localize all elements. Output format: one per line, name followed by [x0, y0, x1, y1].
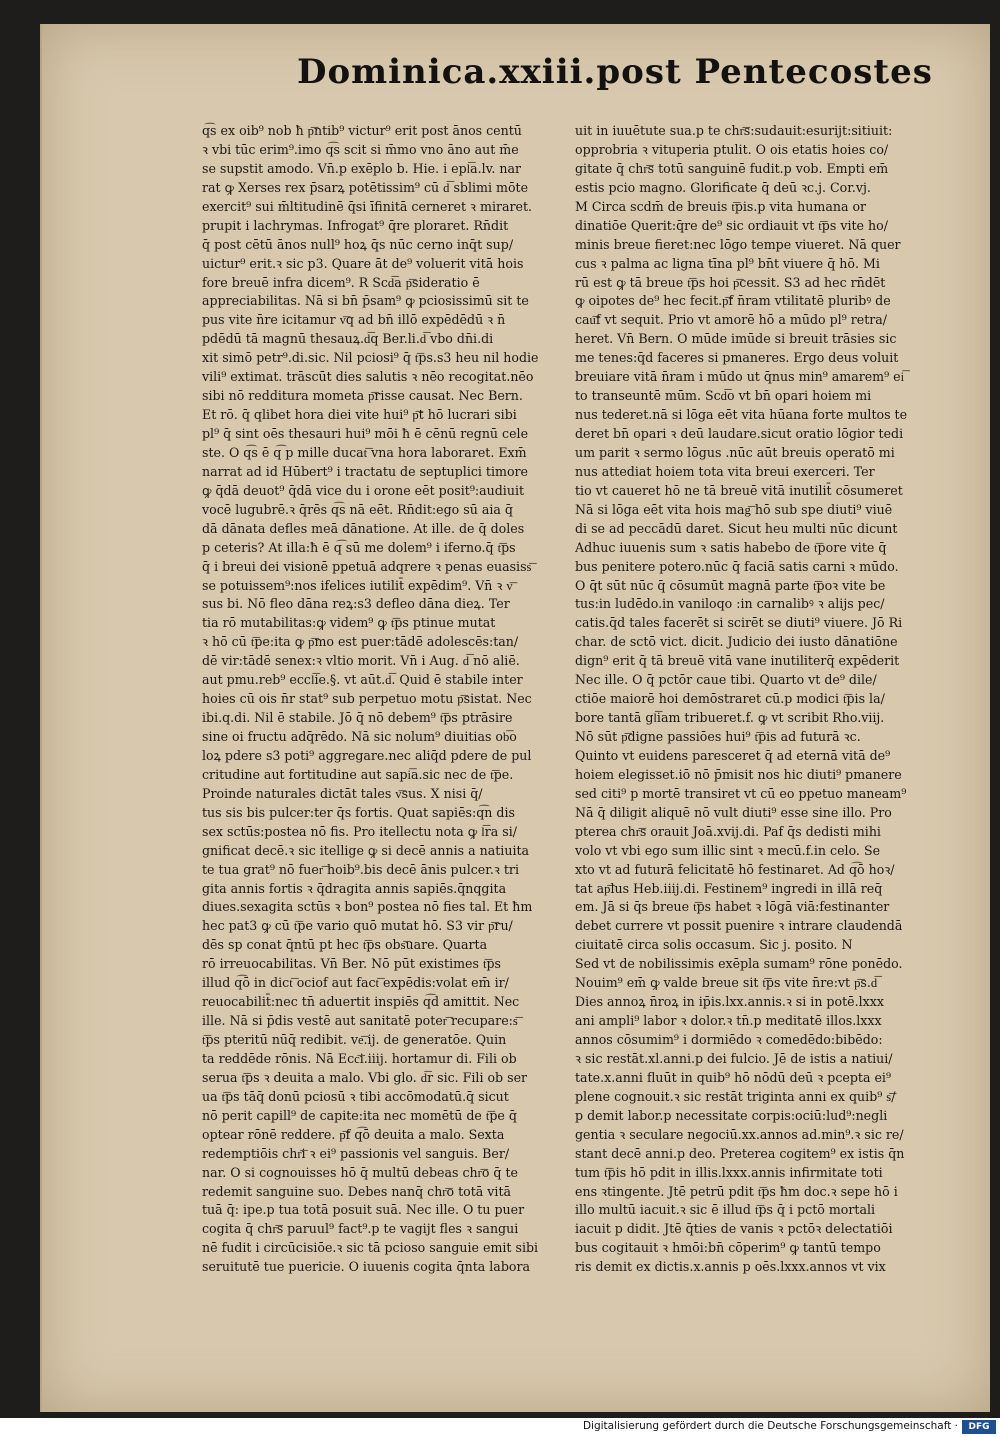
text-line: reuocabilit̄:nec tn̄ aduertit inspiēs q͡d amittit. Nec: [202, 994, 520, 1010]
text-line: ciuitatē circa solis occasum. Sic j. posito. N: [575, 937, 853, 953]
text-line: prupit i lachrymas. Infrogat⁹ q̄re ploraret. Rn̄dit: [202, 217, 509, 233]
text-line: illo multū iacuit.ꝛ sic ē illud t͞ps q̄ i pctō mortali: [575, 1202, 876, 1218]
text-line: tus:in ludēdo.in vaniloqo :in carnalibꝰ ꝛ alijs pec/: [575, 596, 885, 612]
text-line: vocē lugubrē.ꝛ q̄rēs q͡s nā eēt. Rn̄dit:ego sū aia q̄: [202, 501, 513, 517]
text-line: Nā si lōga eēt vita hois mag͞ hō sub spe diuti⁹ viuē: [575, 501, 893, 517]
text-line: hoies cū ois n̄r stat⁹ sub perpetuo motu p͞sistat. Nec: [202, 691, 532, 707]
text-line: iacuit p didit. Jtē q̄ties de vanis ꝛ pctōꝛ delectatiōi: [575, 1221, 893, 1237]
text-line: tuā q̄: ipe.p tua totā posuit suā. Nec ille. O tu puer: [202, 1202, 525, 1218]
text-line: gentia ꝛ seculare negociū.xx.annos ad.min⁹.ꝛ sic re/: [575, 1126, 904, 1142]
text-line: char. de sctō vict. dicit. Judicio dei iusto dānatiōne: [575, 634, 898, 650]
text-line: ꝛ vbi tūc erim⁹.imo q͡s scit si m̄mo vno āno aut m̄e: [202, 141, 519, 157]
text-line: plene cognouit.ꝛ sic restāt triginta anni ex quib⁹ s͞/: [575, 1088, 896, 1104]
text-line: gitate q̄ chr͞s totū sanguinē fudit.p vob. Empti em̄: [575, 160, 889, 176]
text-line: q̄ i breui dei visionē ppetuā adqrere ꝛ penas euasiss͞: [202, 558, 532, 574]
text-line: nē fudit i circūcisiōe.ꝛ sic tā pcioso sanguie emit sibi: [202, 1240, 539, 1256]
text-line: ta reddēde rōnis. Nā Ecc͞i.iiij. hortamur di. Fili ob: [202, 1050, 517, 1066]
text-line: dinatiōe Querit:q̄re de⁹ sic ordiauit vt t͞ps vite ho/: [575, 217, 888, 233]
text-line: t͞ps pteritū nūq̄ redibit. ve͞.ij. de generatōe. Quin: [202, 1032, 507, 1047]
text-line: pus vite n̄re icitamur v͞q ad bn̄ illō expēdēdū ꝛ n̄: [202, 312, 506, 328]
text-line: Nō sūt p͞digne passiōes hui⁹ t͞pis ad futurā ꝛc.: [575, 729, 861, 744]
text-line: optear rōnē reddere. p͞f q͡ō deuita a malo. Sexta: [202, 1126, 505, 1142]
text-line: ꝛ sic restāt.xl.anni.p dei fulcio. Jē de istis a natiui/: [575, 1050, 893, 1066]
text-line: debet currere vt possit puenire ꝛ intrare claudendā: [575, 918, 903, 934]
text-line: bus penitere potero.nūc q̄ faciā satis carni ꝛ mūdo.: [575, 558, 899, 574]
text-line: ctiōe maiorē hoi demōstraret cū.p modici t͞pis la/: [575, 691, 885, 707]
text-line: tate.x.anni fluūt in quib⁹ hō nōdū deū ꝛ pcepta ei⁹: [575, 1069, 891, 1085]
text-line: dē vir:tādē senex:ꝛ vltio morit. Vn̄ i Aug. d͞ nō aliē.: [202, 653, 520, 669]
text-line: ꝛ hō cū t͞pe:ita ꝙ p͞mo est puer:tādē̄ adolescēs:tan/: [202, 634, 519, 650]
text-line: um parit ꝛ sermo lōgus .nūc aūt breuis operatō mi: [575, 444, 895, 460]
text-line: di se ad peccādū daret. Sicut heu multi nūc dicunt: [575, 520, 898, 536]
text-line: critudine aut fortitudine aut sapi͞a.sic nec de t͞pe.: [202, 766, 514, 782]
text-line: dēs sp conat q̄ntū pt hec t͞ps obs͞uare. Quarta: [202, 937, 488, 953]
text-line: tum t͞pis hō pdit in illis.lxxx.annis infirmitate toti: [575, 1164, 883, 1180]
text-line: Quinto vt euidens paresceret q̄ ad eternā vitā de⁹: [575, 747, 891, 763]
text-line: appreciabilitas. Nā si bn̄ p̄sam⁹ ꝙ pciosissimū sit te: [202, 293, 529, 309]
text-line: annos cōsumim⁹ i dormiēdo ꝛ comedēdo:bibēdo:: [575, 1032, 883, 1047]
text-line: sex sctūs:postea nō fis. Pro itellectu nota ꝙ l͞ra si/: [202, 823, 517, 839]
text-line: nō perit capill⁹ de capite:ita nec momētū de t͞pe q̄: [202, 1107, 517, 1123]
text-line: me tenes:q̄d faceres si pmaneres. Ergo deus voluit: [575, 350, 899, 366]
text-line: ꝙ oipotes de⁹ hec fecit.p͞f n̄ram vtilitatē pluribꝰ de: [575, 293, 891, 309]
text-line: xit simō petr⁹.di.sic. Nil pciosi⁹ q̄ t͞ps.s3 heu nil hodie: [202, 350, 539, 366]
text-line: cogita q̄ chr͞s paruul⁹ fact⁹.p te vagijt fles ꝛ sangui: [202, 1221, 519, 1237]
text-line: seruitutē tue puericie. O iuuenis cogita q̄nta labora: [202, 1259, 530, 1275]
text-line: narrat ad id Hūbert⁹ i tractatu de septuplici timore: [202, 463, 529, 479]
text-line: minis breue fieret:nec lōgo tempe viueret. Nā quer: [575, 236, 901, 252]
text-line: hoiem elegisset.iō nō p̄misit nos hic diuti⁹ pmanere: [575, 766, 902, 782]
text-line: redemptiōis chr͞i ꝛ ei⁹ passionis vel sanguis. Ber/: [202, 1145, 510, 1161]
text-line: pl⁹ q̄ sint oēs thesauri hui⁹ mōi ħ ē cēnū regnū cele: [202, 426, 529, 441]
text-line: Et rō. q̄ qlibet hora diei vite hui⁹ p͞t hō lucrari sibi: [202, 407, 517, 423]
text-line: p ceteris? At illa:ħ ē q͡ sū me dolem⁹ i iferno.q̄ t͞ps: [202, 539, 516, 555]
text-line: bus cogitauit ꝛ hmōi:bn̄ cōperim⁹ ꝙ tantū tempo: [575, 1240, 881, 1256]
text-line: illud q͡ō in dict͞ ociof aut fact͞ expēdis:volat em̄ ir/: [202, 975, 509, 991]
text-line: vili⁹ extimat. trāscūt dies salutis ꝛ nēo recogitat.nēo: [202, 369, 534, 385]
text-line: cus ꝛ palma ac ligna tīna pl⁹ bn̄t viuere q̄ hō. Mi: [575, 255, 880, 271]
text-line: sine oi fructu adq̄rēdo. Nā sic nolum⁹ diuitias ob͞o: [202, 729, 517, 744]
text-line: Nouim⁹ em̄ ꝙ valde breue sit t͞ps vite n̄re:vt p͞s.d͞: [575, 975, 878, 991]
text-line: O q̄t sūt nūc q̄ cōsumūt magnā parte t͞poꝛ vite be: [575, 577, 886, 593]
dfg-logo: DFG: [962, 1420, 996, 1434]
text-line: diues.sexagita sctūs ꝛ bon⁹ postea nō fies tal. Et ħm: [202, 899, 533, 915]
text-line: Nec ille. O q̄ pctōr caue tibi. Quarto vt de⁹ dile/: [575, 672, 877, 688]
text-line: tat ap͞lus Heb.iiij.di. Festinem⁹ ingredi in illā req̄: [575, 880, 883, 896]
text-line: se potuissem⁹:nos ifelices iutilit̄ expēdim⁹. Vn̄ ꝛ v͞: [202, 577, 513, 593]
text-line: tia rō mutabilitas:ꝙ videm⁹ ꝙ t͞ps ptinue mutat: [202, 615, 496, 631]
text-line: Adhuc iuuenis sum ꝛ satis habebo de t͞pore vite q̄: [575, 539, 887, 555]
text-line: p demit labor.p necessitate corpis:ociū:lud⁹:negli: [575, 1107, 888, 1123]
text-line: se supstit amodo. Vn̄.p exēplo b. Hie. i epl͞a.lv. nar: [202, 160, 521, 176]
text-line: stant decē anni.p deo. Preterea cogitem⁹ ex istis q̄n: [575, 1145, 905, 1161]
text-line: volo vt vbi ego sum illic sint ꝛ mecū.f.in celo. Se: [575, 842, 881, 858]
text-line: q͡s ex oib⁹ nob ħ p͞ntib⁹ victur⁹ erit post ānos centū: [202, 123, 522, 138]
text-line: dign⁹ erit q̄ tā breuē vitā vane inutiliterq̄ expēderit: [575, 653, 900, 669]
text-line: aut pmu.reb⁹ eccl͞ie.§. vt aūt.d͞. Quid ē stabile inter: [202, 672, 523, 688]
text-line: catis.q̄d tales facerēt si scirēt se diuti⁹ viuere. Jō Ri: [575, 615, 903, 631]
text-line: to transeuntē mūm. Scd͞o vt bn̄ opari hoiem mi: [575, 388, 872, 404]
text-line: dā dānata defles meā dānatione. At ille. de q̄ doles: [202, 520, 525, 536]
text-line: gnificat decē.ꝛ sic itellige ꝙ si decē annis a natiuita: [202, 842, 530, 858]
text-line: q̄ post cētū ānos null⁹ hoꝝ q̄s nūc cerno inq̄t sup/: [202, 236, 514, 252]
text-line: deret bn̄ opari ꝛ deū laudare.sicut oratio lōgior tedi: [575, 426, 904, 441]
text-line: ris demit ex dictis.x.annis p oēs.lxxx.annos vt vix: [575, 1259, 886, 1275]
text-line: xto vt ad futurā felicitatē hō festinaret. Ad q͡ō hoꝛ/: [575, 861, 895, 877]
text-line: ua t͞ps tāq̄ donū pciosū ꝛ tibi accōmodatū.q̄ sicut: [202, 1088, 509, 1104]
text-line: em. Jā si q̄s breue t͞ps habet ꝛ lōgā viā:festinanter: [575, 899, 890, 915]
text-line: rō irreuocabilitas. Vn̄ Ber. Nō pūt existimes t͞ps: [202, 956, 501, 972]
text-line: heret. Vn̄ Bern. O mūde imūde si breuit trāsies sic: [575, 331, 897, 347]
text-line: pterea chr͞s orauit Joā.xvij.di. Paf q̄s dedisti mihi: [575, 823, 881, 839]
text-line: te tua grat⁹ nō fuer͞ hoib⁹.bis decē ānis pulcer.ꝛ tri: [202, 861, 519, 877]
text-line: sus bi. Nō fleo dāna reꝝ:s3 defleo dāna dieꝝ. Ter: [202, 596, 510, 612]
text-line: ille. Nā si p̄dis vestē aut sanitatē poter͞ recupare:s͞: [202, 1013, 518, 1029]
text-line: gita annis fortis ꝛ q̄dragita annis sapiēs.q̄nqgita: [202, 880, 507, 896]
text-line: tus sis bis pulcer:ter q̄s fortis. Quat sapiēs:q͡n dis: [202, 804, 515, 820]
left-text-column: [202, 122, 562, 1277]
text-line: nus attediat hoiem tota vita breui exerceri. Ter: [575, 463, 875, 479]
text-line: Sed vt de nobilissimis exēpla sumam⁹ rōne ponēdo.: [575, 956, 903, 972]
text-line: breuiare vitā n̄ram i mūdo ut q̄nus min⁹ amarem⁹ ei͞: [575, 369, 905, 385]
text-line: bore tantā gl͞iam tribueret.f. ꝙ vt scribit Rho.viij.: [575, 710, 885, 726]
text-line: loꝝ pdere s3 poti⁹ aggregare.nec aliq̄d pdere de pul: [202, 747, 532, 763]
text-line: exercit⁹ sui m̄ltitudinē q̄si īfinitā cerneret ꝛ miraret.: [202, 198, 533, 214]
text-line: Proinde naturales dictāt tales v͞sus. X nisi q̄/: [202, 785, 483, 801]
text-line: estis pcio magno. Glorificate q̄ deū ꝛc.j. Cor.vj.: [575, 179, 871, 195]
text-line: cau͞f vt sequit. Prio vt amorē hō a mūdo pl⁹ retra/: [575, 312, 888, 328]
text-line: Dies annoꝝ n̄roꝝ in ip̄is.lxx.annis.ꝛ si in potē.lxxx: [575, 994, 884, 1010]
text-line: rat ꝙ Xerses rex p̄sarꝝ potētissim⁹ cū d͞ sblimi mōte: [202, 179, 529, 195]
text-line: hec pat3 ꝙ cū t͞pe vario quō mutat hō. S3 vir p͞ru/: [202, 918, 513, 934]
text-line: pdēdū tā magnū thesauꝝ.d͞q Ber.li.d͞ vbo dn̄i.di: [202, 331, 494, 347]
text-line: Nā q̄ diligit aliquē nō vult diuti⁹ esse sine illo. Pro: [575, 804, 892, 820]
text-line: sed citi⁹ p mortē transiret vt cū eo ppetuo maneam⁹: [575, 785, 907, 801]
funding-notice: Digitalisierung gefördert durch die Deutsche Forschungsgemeinschaft ·: [582, 1420, 958, 1432]
text-line: tio vt caueret hō ne tā breuē vitā inutilit̄ cōsumeret: [575, 482, 903, 498]
text-line: rū est ꝙ tā breue t͞ps hoi p͞cessit. S3 ad hec rn̄dēt: [575, 274, 886, 290]
text-line: redemit sanguine suo. Debes nanq̄ chr͞o totā vitā: [202, 1183, 512, 1199]
text-line: ste. O q͡s ē q͡ p mille ducat͞ vna hora laboraret. Exm̄: [202, 444, 527, 460]
text-line: M Circa scdm̄ de breuis t͞pis.p vita humana or: [575, 198, 867, 214]
text-line: uictur⁹ erit.ꝛ sic p3. Quare āt de⁹ voluerit vitā hois: [202, 255, 524, 271]
text-line: opprobria ꝛ vituperia ptulit. O ois etatis hoies co/: [575, 141, 889, 157]
text-line: uit in iuuētute sua.p te chr͞s:sudauit:esurijt:sitiuit:: [575, 123, 893, 138]
text-line: sibi nō redditura mometa p͞risse causat. Nec Bern.: [202, 388, 523, 404]
text-line: ꝙ q̄dā deuot⁹ q̄dā vice du i orone eēt posit⁹:audiuit: [202, 482, 525, 498]
text-line: fore breuē infra dicem⁹. R Scd͞a p͞sideratio ē: [202, 274, 480, 290]
right-text-column: [575, 122, 950, 1277]
text-line: nar. O si cognouisses hō q̄ multū debeas chr͞o q̄ te: [202, 1164, 518, 1180]
book-page: [40, 24, 990, 1412]
text-line: nus tederet.nā si lōga eēt vita hūana forte multos te: [575, 407, 908, 423]
text-line: serua t͞ps ꝛ deuita a malo. Vbi glo. d͞r sic. Fili ob ser: [202, 1069, 528, 1085]
text-line: ibi.q.di. Nil ē stabile. Jō q̄ nō debem⁹ t͞ps ptrāsire: [202, 710, 513, 726]
page-heading: Dominica.xxiii.post Pentecostes: [297, 52, 933, 92]
text-line: ani ampli⁹ labor ꝛ dolor.ꝛ tn̄.p meditatē illos.lxxx: [575, 1013, 882, 1029]
footer-bar: [0, 1418, 1000, 1437]
text-line: ens ꝛtingente. Jtē petrū pdit t͞ps ħm doc.ꝛ sepe hō i: [575, 1183, 898, 1199]
